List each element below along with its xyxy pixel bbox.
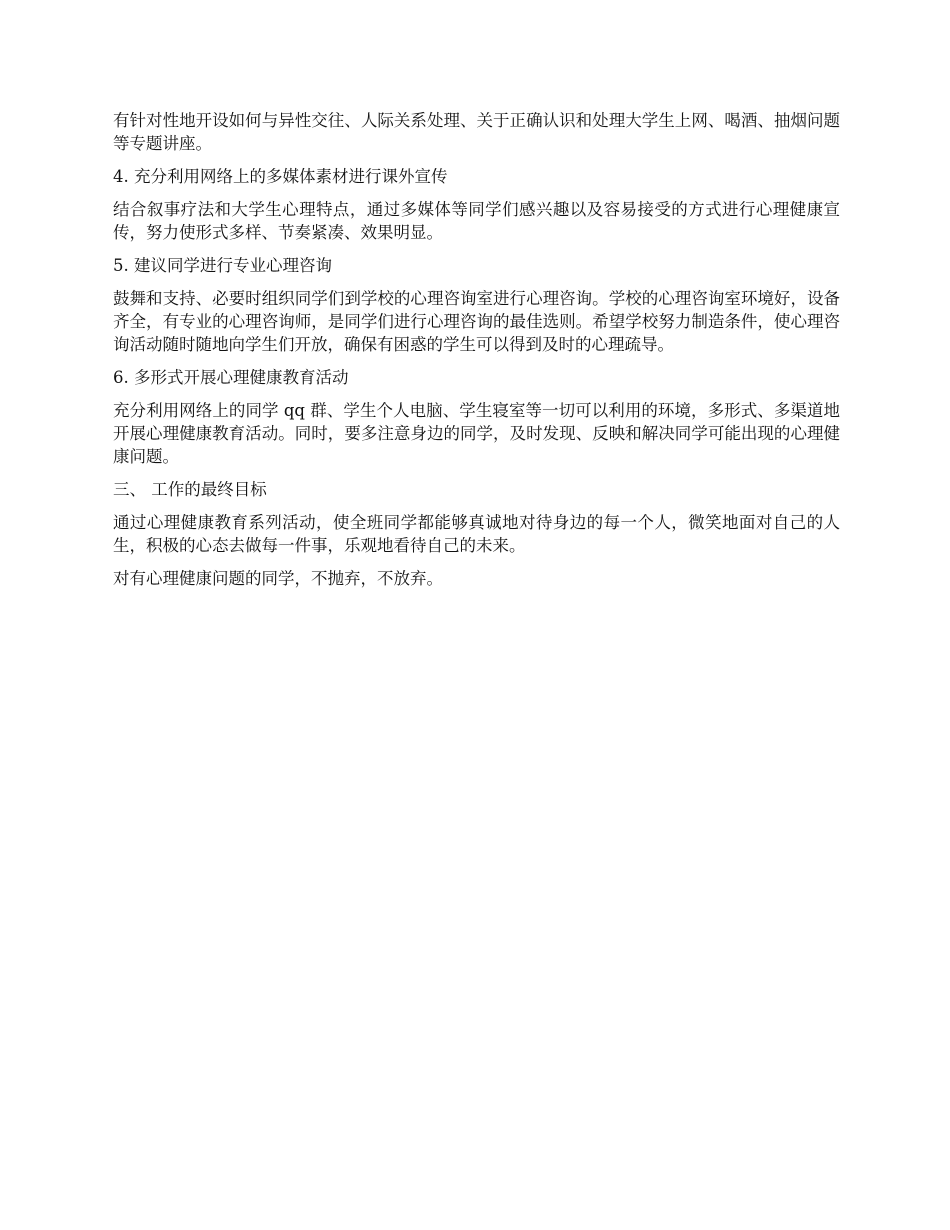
heading-item-4: 4. 充分利用网络上的多媒体素材进行课外宣传 bbox=[113, 167, 448, 186]
paragraph-goal: 通过心理健康教育系列活动，使全班同学都能够真诚地对待身边的每一个人，微笑地面对自己的人生，积极的心态去做每一件事，乐观地看待自己的未来。 bbox=[113, 513, 840, 555]
heading-section-3: 三、 工作的最终目标 bbox=[113, 480, 267, 499]
paragraph-activities: 充分利用网络上的同学 qq 群、学生个人电脑、学生寝室等一切可以利用的环境，多形式、多渠道地开展心理健康教育活动。同时，要多注意身边的同学，及时发现、反映和解决同学可能出现的心理健康问题。 bbox=[113, 401, 840, 466]
heading-item-6: 6. 多形式开展心理健康教育活动 bbox=[113, 368, 349, 387]
paragraph-multimedia: 结合叙事疗法和大学生心理特点，通过多媒体等同学们感兴趣以及容易接受的方式进行心理健康宣传，努力使形式多样、节奏紧凑、效果明显。 bbox=[113, 200, 840, 242]
paragraph-counseling: 鼓舞和支持、必要时组织同学们到学校的心理咨询室进行心理咨询。学校的心理咨询室环境好，设备齐全，有专业的心理咨询师，是同学们进行心理咨询的最佳选则。希望学校努力制造条件，使心理咨询活动随时随地向学生们开放，确保有困惑的学生可以得到及时的心理疏导。 bbox=[113, 289, 840, 354]
paragraph-final: 对有心理健康问题的同学，不抛弃，不放弃。 bbox=[113, 569, 443, 588]
heading-item-5: 5. 建议同学进行专业心理咨询 bbox=[113, 256, 332, 275]
paragraph-lectures: 有针对性地开设如何与异性交往、人际关系处理、关于正确认识和处理大学生上网、喝酒、抽烟问题等专题讲座。 bbox=[113, 111, 840, 153]
document-page bbox=[113, 109, 840, 600]
